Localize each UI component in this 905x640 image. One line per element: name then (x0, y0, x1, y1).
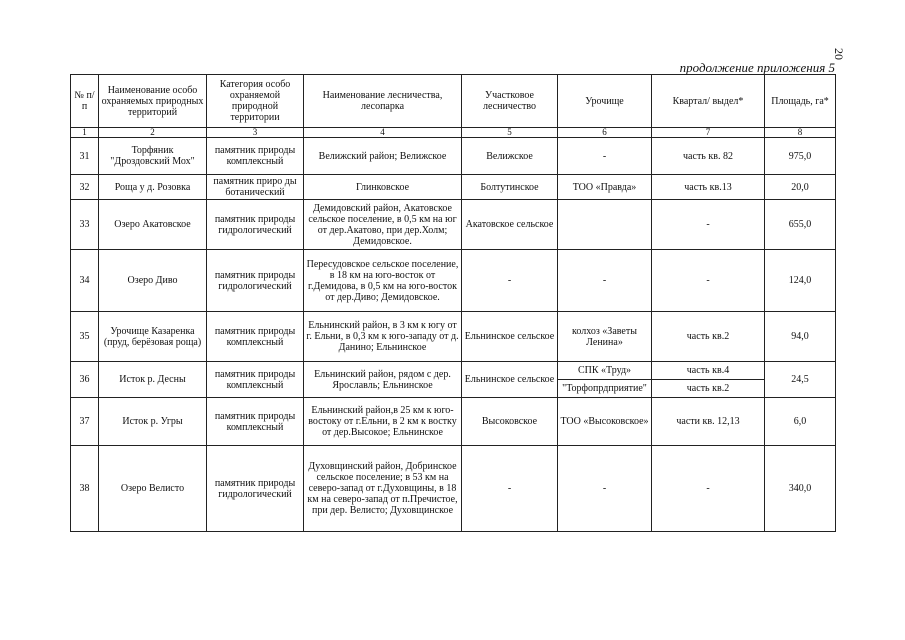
header-cell: Участковое лесничество (462, 75, 558, 128)
block: - (652, 250, 765, 312)
local-forestry: Болтутинское (462, 175, 558, 200)
local-forestry: Ельнинское сельское (462, 312, 558, 362)
local-forestry: Ельнинское сельское (462, 362, 558, 398)
row-number: 33 (71, 200, 99, 250)
territory-name: Озеро Акатовское (99, 200, 207, 250)
table-row (71, 398, 836, 446)
block: часть кв.13 (652, 175, 765, 200)
territory-name: Озеро Велисто (99, 446, 207, 532)
table-row (71, 446, 836, 532)
tract: - (558, 250, 652, 312)
forestry: Духовщинский район, Добринское сельское поселение; в 53 км на северо-запад от г.Духовщины, в 18 км на северо-запад от п.Пречистое, при дер. Велисто; Духовщинское (304, 446, 462, 532)
tract (558, 200, 652, 250)
territory-name: Урочище Казаренка (пруд, берёзовая роща) (99, 312, 207, 362)
forestry: Демидовский район, Акатовское сельское поселение, в 0,5 км на юг от дер.Акатово, при дер.Холм; Демидовское. (304, 200, 462, 250)
tract: колхоз «Заветы Ленина» (558, 312, 652, 362)
category: памятник природы комплексный (207, 398, 304, 446)
local-forestry: Велижское (462, 138, 558, 175)
territory-name: Исток р. Десны (99, 362, 207, 398)
tract: СПК «Труд» (558, 362, 652, 380)
table-row (71, 250, 836, 312)
forestry: Велижский район; Велижское (304, 138, 462, 175)
col-number: 2 (99, 128, 207, 138)
tract: - (558, 138, 652, 175)
area: 6,0 (765, 398, 836, 446)
block: - (652, 446, 765, 532)
row-number: 32 (71, 175, 99, 200)
local-forestry: Высоковское (462, 398, 558, 446)
header-cell: № п/п (71, 75, 99, 128)
tract: "Торфопрдприятие" (558, 380, 652, 398)
local-forestry: Акатовское сельское (462, 200, 558, 250)
table-row (71, 175, 836, 200)
header-cell: Наименование особо охраняемых природных территорий (99, 75, 207, 128)
header-cell: Наименование лесничества, лесопарка (304, 75, 462, 128)
col-number: 6 (558, 128, 652, 138)
category: памятник природы комплексный (207, 138, 304, 175)
col-number: 8 (765, 128, 836, 138)
table-row (71, 138, 836, 175)
forestry: Глинковское (304, 175, 462, 200)
col-number: 1 (71, 128, 99, 138)
category: памятник природы комплексный (207, 312, 304, 362)
forestry: Ельнинский район,в 25 км к юго-востоку от г.Ельни, в 2 км к востку от дер.Высокое; Ельнинское (304, 398, 462, 446)
row-number: 34 (71, 250, 99, 312)
tract: ТОО «Высоковское» (558, 398, 652, 446)
area: 24,5 (765, 362, 836, 398)
tract: ТОО «Правда» (558, 175, 652, 200)
area: 655,0 (765, 200, 836, 250)
territory-name: Озеро Диво (99, 250, 207, 312)
header-row (71, 75, 836, 128)
header-cell: Площадь, га* (765, 75, 836, 128)
header-cell: Категория особо охраняемой природной территории (207, 75, 304, 128)
col-number: 5 (462, 128, 558, 138)
block: часть кв. 82 (652, 138, 765, 175)
header-cell: Урочище (558, 75, 652, 128)
category: памятник приро ды ботанический (207, 175, 304, 200)
category: памятник природы гидрологический (207, 200, 304, 250)
table-row (71, 312, 836, 362)
row-number: 38 (71, 446, 99, 532)
col-number: 7 (652, 128, 765, 138)
block: часть кв.2 (652, 380, 765, 398)
territory-name: Исток р. Угры (99, 398, 207, 446)
local-forestry: - (462, 250, 558, 312)
territory-name: Роща у д. Розовка (99, 175, 207, 200)
territory-name: Торфяник "Дроздовский Мох" (99, 138, 207, 175)
tract: - (558, 446, 652, 532)
header-cell: Квартал/ выдел* (652, 75, 765, 128)
area: 20,0 (765, 175, 836, 200)
area: 975,0 (765, 138, 836, 175)
category: памятник природы гидрологический (207, 250, 304, 312)
protected-areas-table (70, 74, 836, 532)
block: часть кв.4 (652, 362, 765, 380)
block: - (652, 200, 765, 250)
block: часть кв.2 (652, 312, 765, 362)
local-forestry: - (462, 446, 558, 532)
col-number: 3 (207, 128, 304, 138)
column-number-row (71, 128, 836, 138)
category: памятник природы комплексный (207, 362, 304, 398)
row-number: 31 (71, 138, 99, 175)
block: части кв. 12,13 (652, 398, 765, 446)
area: 94,0 (765, 312, 836, 362)
page-number: 20 (832, 48, 846, 60)
continuation-title: продолжение приложения 5 (679, 60, 835, 75)
row-number: 35 (71, 312, 99, 362)
row-number: 37 (71, 398, 99, 446)
forestry: Пересудовское сельское поселение, в 18 км на юго-восток от г.Демидова, в 0,5 км на юго-восток от дер.Диво; Демидовское. (304, 250, 462, 312)
col-number: 4 (304, 128, 462, 138)
area: 340,0 (765, 446, 836, 532)
table-row (71, 362, 836, 380)
area: 124,0 (765, 250, 836, 312)
row-number: 36 (71, 362, 99, 398)
forestry: Ельнинский район, рядом с дер. Ярославль; Ельнинское (304, 362, 462, 398)
forestry: Ельнинский район, в 3 км к югу от г. Ельни, в 0,3 км к юго-западу от д. Данино; Ельнинское (304, 312, 462, 362)
table-row (71, 200, 836, 250)
category: памятник природы гидрологический (207, 446, 304, 532)
